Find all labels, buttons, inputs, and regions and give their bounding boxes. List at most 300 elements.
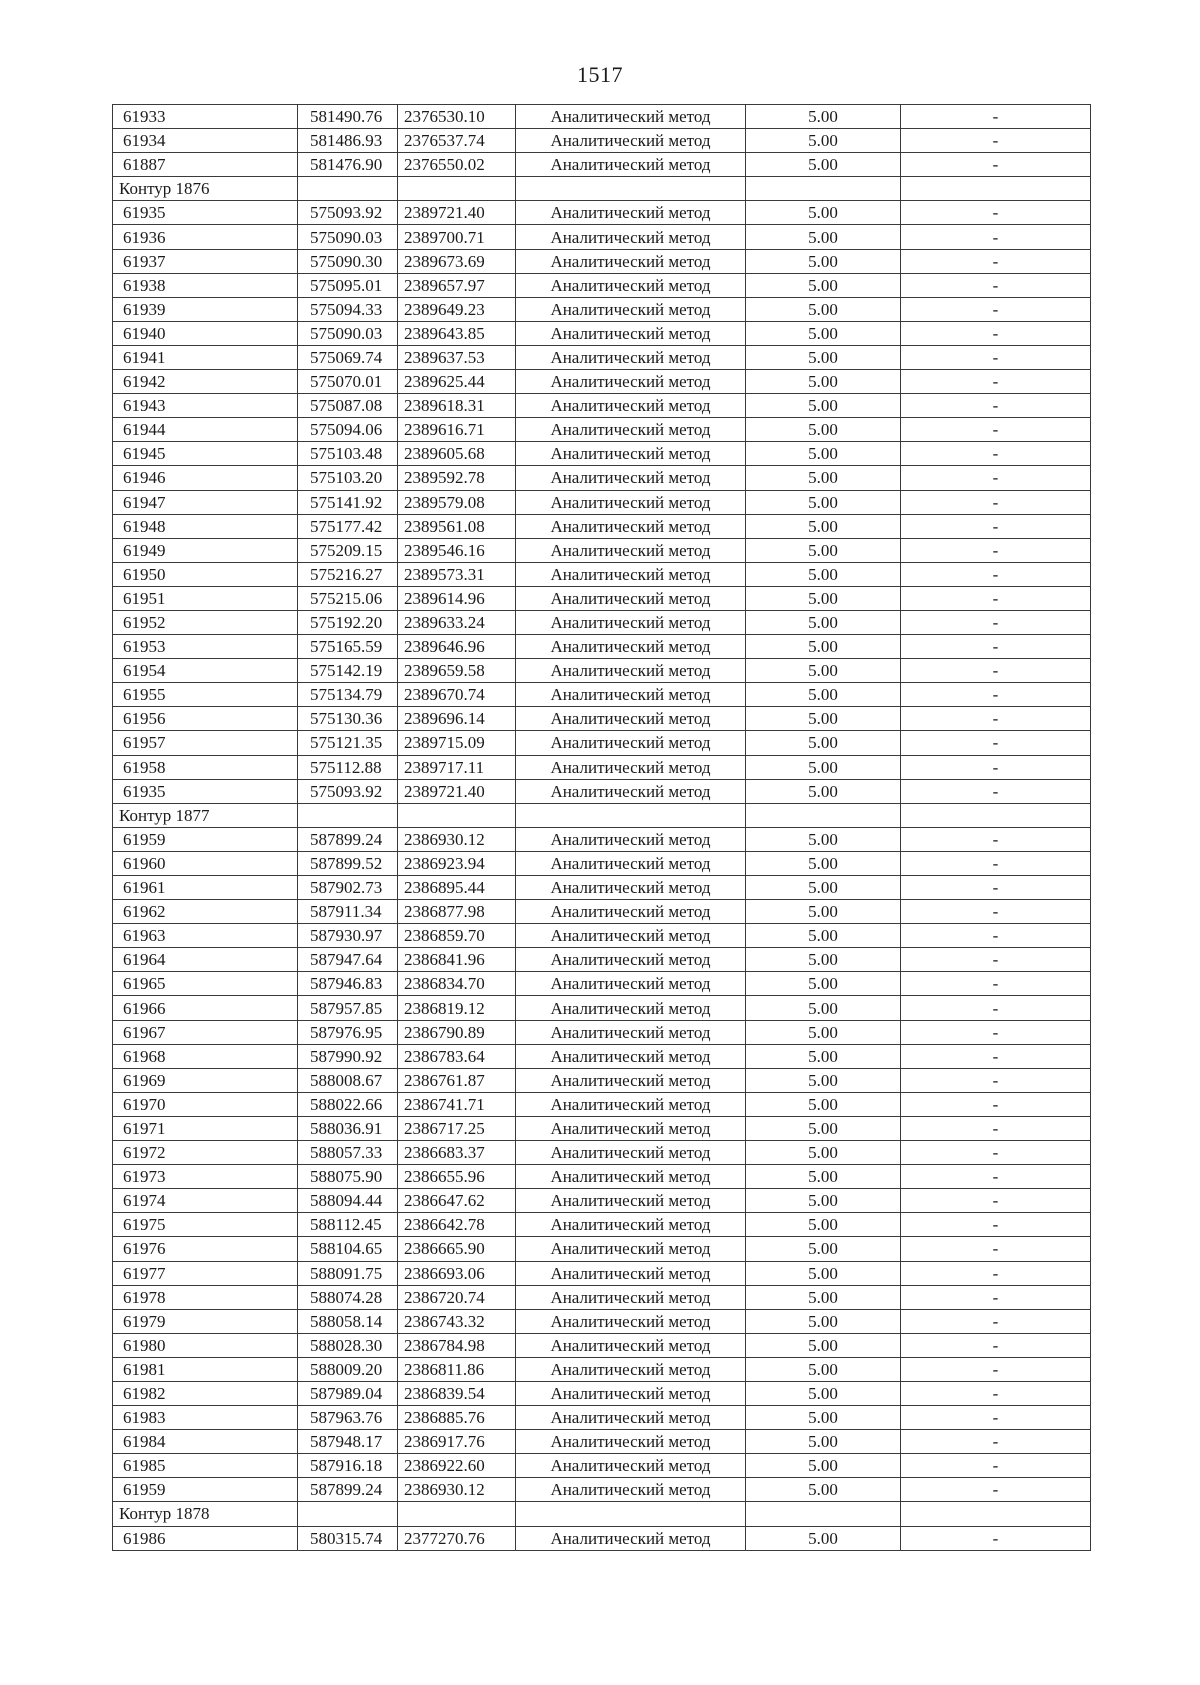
contour-label: Контур 1876 [113,177,298,201]
note-cell: - [901,755,1091,779]
y-coordinate: 2386693.06 [398,1261,516,1285]
method-cell: Аналитический метод [516,297,746,321]
note-cell: - [901,466,1091,490]
point-number: 61947 [113,490,298,514]
point-number: 61986 [113,1526,298,1550]
note-cell: - [901,538,1091,562]
table-row [113,1454,1091,1478]
x-coordinate: 587916.18 [298,1454,398,1478]
method-cell: Аналитический метод [516,201,746,225]
note-cell: - [901,1116,1091,1140]
page-number: 1517 [577,62,623,87]
point-number: 61950 [113,562,298,586]
contour-header-row [113,1502,1091,1526]
y-coordinate: 2389616.71 [398,418,516,442]
method-cell: Аналитический метод [516,731,746,755]
table-row [113,538,1091,562]
accuracy-cell: 5.00 [746,1285,901,1309]
y-coordinate: 2389546.16 [398,538,516,562]
table-row [113,418,1091,442]
y-coordinate: 2377270.76 [398,1526,516,1550]
table-row [113,755,1091,779]
y-coordinate: 2389721.40 [398,779,516,803]
accuracy-cell: 5.00 [746,201,901,225]
note-cell: - [901,779,1091,803]
y-coordinate: 2389637.53 [398,345,516,369]
method-cell: Аналитический метод [516,538,746,562]
table-row [113,225,1091,249]
accuracy-cell: 5.00 [746,1454,901,1478]
x-coordinate: 575142.19 [298,659,398,683]
x-coordinate: 575141.92 [298,490,398,514]
accuracy-cell: 5.00 [746,1309,901,1333]
method-cell: Аналитический метод [516,586,746,610]
note-cell: - [901,1165,1091,1189]
point-number: 61957 [113,731,298,755]
note-cell: - [901,1478,1091,1502]
y-coordinate: 2389670.74 [398,683,516,707]
note-cell: - [901,972,1091,996]
empty-cell [298,177,398,201]
table-row [113,370,1091,394]
x-coordinate: 575165.59 [298,635,398,659]
y-coordinate: 2389573.31 [398,562,516,586]
table-row [113,321,1091,345]
y-coordinate: 2389657.97 [398,273,516,297]
note-cell: - [901,201,1091,225]
point-number: 61974 [113,1189,298,1213]
table-row [113,1044,1091,1068]
note-cell: - [901,1189,1091,1213]
point-number: 61959 [113,827,298,851]
y-coordinate: 2386811.86 [398,1357,516,1381]
accuracy-cell: 5.00 [746,1141,901,1165]
x-coordinate: 587946.83 [298,972,398,996]
contour-label: Контур 1877 [113,803,298,827]
empty-cell [398,803,516,827]
table-row [113,1116,1091,1140]
accuracy-cell: 5.00 [746,779,901,803]
note-cell: - [901,321,1091,345]
x-coordinate: 588091.75 [298,1261,398,1285]
y-coordinate: 2386923.94 [398,851,516,875]
accuracy-cell: 5.00 [746,562,901,586]
table-row [113,1381,1091,1405]
note-cell: - [901,924,1091,948]
point-number: 61949 [113,538,298,562]
method-cell: Аналитический метод [516,129,746,153]
y-coordinate: 2386841.96 [398,948,516,972]
x-coordinate: 575215.06 [298,586,398,610]
method-cell: Аналитический метод [516,610,746,634]
y-coordinate: 2386834.70 [398,972,516,996]
x-coordinate: 588022.66 [298,1092,398,1116]
note-cell: - [901,659,1091,683]
note-cell: - [901,394,1091,418]
point-number: 61941 [113,345,298,369]
note-cell: - [901,1309,1091,1333]
accuracy-cell: 5.00 [746,755,901,779]
table-row [113,1526,1091,1550]
y-coordinate: 2386784.98 [398,1333,516,1357]
y-coordinate: 2389614.96 [398,586,516,610]
point-number: 61978 [113,1285,298,1309]
x-coordinate: 575121.35 [298,731,398,755]
method-cell: Аналитический метод [516,876,746,900]
point-number: 61951 [113,586,298,610]
x-coordinate: 587948.17 [298,1430,398,1454]
x-coordinate: 581490.76 [298,105,398,129]
point-number: 61961 [113,876,298,900]
point-number: 61971 [113,1116,298,1140]
table-row [113,851,1091,875]
point-number: 61966 [113,996,298,1020]
point-number: 61956 [113,707,298,731]
y-coordinate: 2386783.64 [398,1044,516,1068]
table-row [113,1213,1091,1237]
x-coordinate: 588057.33 [298,1141,398,1165]
contour-header-row [113,803,1091,827]
accuracy-cell: 5.00 [746,1357,901,1381]
point-number: 61946 [113,466,298,490]
accuracy-cell: 5.00 [746,1406,901,1430]
y-coordinate: 2386819.12 [398,996,516,1020]
note-cell: - [901,900,1091,924]
table-row [113,731,1091,755]
accuracy-cell: 5.00 [746,1261,901,1285]
method-cell: Аналитический метод [516,370,746,394]
y-coordinate: 2386655.96 [398,1165,516,1189]
accuracy-cell: 5.00 [746,924,901,948]
x-coordinate: 587976.95 [298,1020,398,1044]
y-coordinate: 2386665.90 [398,1237,516,1261]
table-row [113,1430,1091,1454]
y-coordinate: 2386885.76 [398,1406,516,1430]
accuracy-cell: 5.00 [746,1044,901,1068]
note-cell: - [901,225,1091,249]
point-number: 61980 [113,1333,298,1357]
y-coordinate: 2389700.71 [398,225,516,249]
x-coordinate: 588074.28 [298,1285,398,1309]
table-row [113,1309,1091,1333]
point-number: 61935 [113,779,298,803]
table-row [113,972,1091,996]
x-coordinate: 588028.30 [298,1333,398,1357]
method-cell: Аналитический метод [516,996,746,1020]
x-coordinate: 575177.42 [298,514,398,538]
y-coordinate: 2389625.44 [398,370,516,394]
method-cell: Аналитический метод [516,105,746,129]
note-cell: - [901,876,1091,900]
accuracy-cell: 5.00 [746,538,901,562]
empty-cell [516,177,746,201]
x-coordinate: 581486.93 [298,129,398,153]
note-cell: - [901,1357,1091,1381]
accuracy-cell: 5.00 [746,731,901,755]
x-coordinate: 587989.04 [298,1381,398,1405]
point-number: 61887 [113,153,298,177]
table-row [113,442,1091,466]
accuracy-cell: 5.00 [746,586,901,610]
y-coordinate: 2386930.12 [398,1478,516,1502]
note-cell: - [901,1285,1091,1309]
accuracy-cell: 5.00 [746,1189,901,1213]
note-cell: - [901,249,1091,273]
y-coordinate: 2389579.08 [398,490,516,514]
point-number: 61962 [113,900,298,924]
note-cell: - [901,1141,1091,1165]
method-cell: Аналитический метод [516,827,746,851]
note-cell: - [901,996,1091,1020]
method-cell: Аналитический метод [516,466,746,490]
y-coordinate: 2386743.32 [398,1309,516,1333]
point-number: 61938 [113,273,298,297]
accuracy-cell: 5.00 [746,900,901,924]
method-cell: Аналитический метод [516,1478,746,1502]
y-coordinate: 2386877.98 [398,900,516,924]
table-row [113,297,1091,321]
method-cell: Аналитический метод [516,273,746,297]
table-row [113,1020,1091,1044]
accuracy-cell: 5.00 [746,996,901,1020]
point-number: 61985 [113,1454,298,1478]
note-cell: - [901,1068,1091,1092]
table-row [113,683,1091,707]
contour-header-row [113,177,1091,201]
empty-cell [746,803,901,827]
method-cell: Аналитический метод [516,514,746,538]
accuracy-cell: 5.00 [746,297,901,321]
accuracy-cell: 5.00 [746,490,901,514]
x-coordinate: 588104.65 [298,1237,398,1261]
note-cell: - [901,1020,1091,1044]
empty-cell [901,803,1091,827]
point-number: 61945 [113,442,298,466]
accuracy-cell: 5.00 [746,418,901,442]
note-cell: - [901,105,1091,129]
x-coordinate: 588008.67 [298,1068,398,1092]
table-row [113,948,1091,972]
table-row [113,129,1091,153]
method-cell: Аналитический метод [516,755,746,779]
method-cell: Аналитический метод [516,1213,746,1237]
empty-cell [746,1502,901,1526]
method-cell: Аналитический метод [516,394,746,418]
point-number: 61952 [113,610,298,634]
point-number: 61934 [113,129,298,153]
note-cell: - [901,948,1091,972]
table-row [113,1237,1091,1261]
note-cell: - [901,442,1091,466]
x-coordinate: 575094.33 [298,297,398,321]
table-row [113,273,1091,297]
y-coordinate: 2389696.14 [398,707,516,731]
point-number: 61937 [113,249,298,273]
empty-cell [298,803,398,827]
table-row [113,707,1091,731]
table-row [113,1068,1091,1092]
method-cell: Аналитический метод [516,562,746,586]
method-cell: Аналитический метод [516,851,746,875]
point-number: 61940 [113,321,298,345]
table-row [113,1261,1091,1285]
table-row [113,1165,1091,1189]
method-cell: Аналитический метод [516,249,746,273]
y-coordinate: 2386839.54 [398,1381,516,1405]
method-cell: Аналитический метод [516,707,746,731]
x-coordinate: 575103.48 [298,442,398,466]
note-cell: - [901,1092,1091,1116]
point-number: 61939 [113,297,298,321]
accuracy-cell: 5.00 [746,1165,901,1189]
table-row [113,924,1091,948]
method-cell: Аналитический метод [516,418,746,442]
method-cell: Аналитический метод [516,924,746,948]
x-coordinate: 575090.03 [298,225,398,249]
table-row [113,827,1091,851]
note-cell: - [901,1454,1091,1478]
accuracy-cell: 5.00 [746,659,901,683]
y-coordinate: 2386917.76 [398,1430,516,1454]
point-number: 61933 [113,105,298,129]
method-cell: Аналитический метод [516,1285,746,1309]
point-number: 61973 [113,1165,298,1189]
method-cell: Аналитический метод [516,659,746,683]
point-number: 61958 [113,755,298,779]
method-cell: Аналитический метод [516,635,746,659]
x-coordinate: 588075.90 [298,1165,398,1189]
y-coordinate: 2389646.96 [398,635,516,659]
table-row [113,996,1091,1020]
note-cell: - [901,1381,1091,1405]
accuracy-cell: 5.00 [746,707,901,731]
accuracy-cell: 5.00 [746,876,901,900]
note-cell: - [901,418,1091,442]
x-coordinate: 575192.20 [298,610,398,634]
x-coordinate: 575094.06 [298,418,398,442]
table-row [113,153,1091,177]
accuracy-cell: 5.00 [746,394,901,418]
x-coordinate: 588009.20 [298,1357,398,1381]
x-coordinate: 587902.73 [298,876,398,900]
accuracy-cell: 5.00 [746,153,901,177]
accuracy-cell: 5.00 [746,1430,901,1454]
note-cell: - [901,683,1091,707]
table-row [113,345,1091,369]
x-coordinate: 575090.03 [298,321,398,345]
accuracy-cell: 5.00 [746,225,901,249]
x-coordinate: 587947.64 [298,948,398,972]
method-cell: Аналитический метод [516,1189,746,1213]
x-coordinate: 587990.92 [298,1044,398,1068]
accuracy-cell: 5.00 [746,105,901,129]
y-coordinate: 2386741.71 [398,1092,516,1116]
point-number: 61979 [113,1309,298,1333]
table-row [113,562,1091,586]
note-cell: - [901,1406,1091,1430]
x-coordinate: 575090.30 [298,249,398,273]
table-row [113,1357,1091,1381]
point-number: 61935 [113,201,298,225]
x-coordinate: 575070.01 [298,370,398,394]
table-row [113,610,1091,634]
note-cell: - [901,273,1091,297]
note-cell: - [901,731,1091,755]
note-cell: - [901,635,1091,659]
point-number: 61981 [113,1357,298,1381]
table-row [113,1141,1091,1165]
x-coordinate: 588094.44 [298,1189,398,1213]
point-number: 61967 [113,1020,298,1044]
x-coordinate: 575093.92 [298,779,398,803]
note-cell: - [901,851,1091,875]
y-coordinate: 2389633.24 [398,610,516,634]
point-number: 61942 [113,370,298,394]
note-cell: - [901,1213,1091,1237]
accuracy-cell: 5.00 [746,683,901,707]
point-number: 61970 [113,1092,298,1116]
x-coordinate: 575130.36 [298,707,398,731]
method-cell: Аналитический метод [516,1381,746,1405]
method-cell: Аналитический метод [516,1309,746,1333]
method-cell: Аналитический метод [516,1237,746,1261]
note-cell: - [901,129,1091,153]
table-row [113,201,1091,225]
note-cell: - [901,707,1091,731]
point-number: 61969 [113,1068,298,1092]
accuracy-cell: 5.00 [746,1526,901,1550]
empty-cell [516,1502,746,1526]
accuracy-cell: 5.00 [746,321,901,345]
accuracy-cell: 5.00 [746,1068,901,1092]
point-number: 61953 [113,635,298,659]
table-row [113,876,1091,900]
empty-cell [398,1502,516,1526]
accuracy-cell: 5.00 [746,442,901,466]
note-cell: - [901,370,1091,394]
table-row [113,466,1091,490]
method-cell: Аналитический метод [516,1333,746,1357]
point-number: 61977 [113,1261,298,1285]
y-coordinate: 2389649.23 [398,297,516,321]
point-number: 61944 [113,418,298,442]
y-coordinate: 2386790.89 [398,1020,516,1044]
y-coordinate: 2386720.74 [398,1285,516,1309]
empty-cell [298,1502,398,1526]
table-row [113,900,1091,924]
table-row [113,249,1091,273]
method-cell: Аналитический метод [516,1116,746,1140]
empty-cell [516,803,746,827]
method-cell: Аналитический метод [516,1020,746,1044]
accuracy-cell: 5.00 [746,610,901,634]
y-coordinate: 2386717.25 [398,1116,516,1140]
x-coordinate: 575069.74 [298,345,398,369]
x-coordinate: 587957.85 [298,996,398,1020]
accuracy-cell: 5.00 [746,635,901,659]
y-coordinate: 2386922.60 [398,1454,516,1478]
method-cell: Аналитический метод [516,948,746,972]
y-coordinate: 2389605.68 [398,442,516,466]
y-coordinate: 2389715.09 [398,731,516,755]
method-cell: Аналитический метод [516,1406,746,1430]
method-cell: Аналитический метод [516,1092,746,1116]
coordinates-table [112,104,1091,1551]
point-number: 61982 [113,1381,298,1405]
y-coordinate: 2386647.62 [398,1189,516,1213]
point-number: 61959 [113,1478,298,1502]
method-cell: Аналитический метод [516,1044,746,1068]
